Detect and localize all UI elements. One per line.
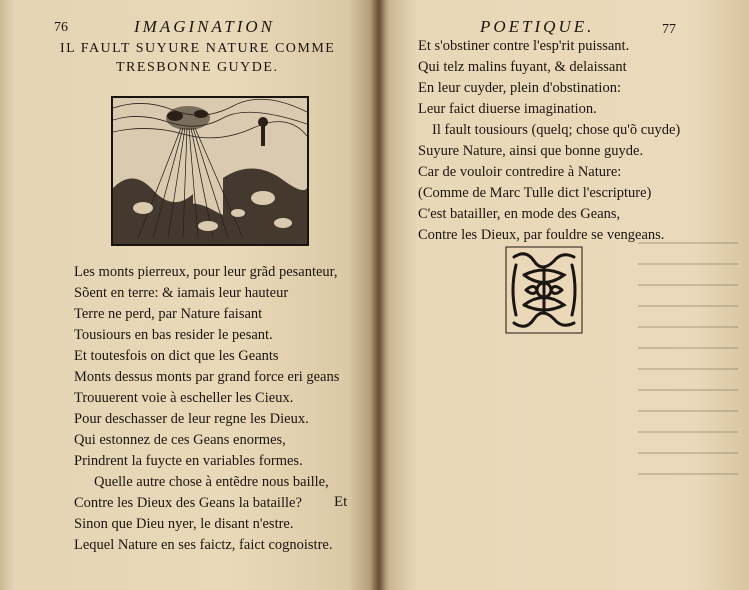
verse-line: Qui telz malins fuyant, & delaissant (418, 59, 627, 75)
verse-line: (Comme de Marc Tulle dict l'escripture) (418, 185, 652, 201)
caption-line-1: IL FAULT SUYURE NATURE COMME (60, 41, 336, 56)
fleuron-ornament (504, 245, 584, 335)
verse-line: Et toutesfois on dict que les Geants (74, 348, 279, 364)
verse-line: Sõent en terre: & iamais leur hauteur (74, 285, 289, 301)
verse-line: Il fault tousiours (quelq; chose qu'õ cuyde) (432, 122, 681, 138)
verse-line: Sinon que Dieu nyer, le disant n'estre. (74, 516, 294, 532)
verse-line: Pour deschasser de leur regne les Dieux. (74, 411, 309, 427)
verse-line: Les monts pierreux, pour leur grãd pesanteur, (74, 264, 338, 280)
verse-line: Contre les Dieux, par fouldre se vengeans. (418, 227, 665, 243)
left-running-head: IMAGINATION (134, 17, 275, 36)
left-verse-block (74, 262, 364, 556)
verse-line: Lequel Nature en ses faictz, faict cognoistre. (74, 537, 333, 553)
verse-line: Et s'obstiner contre l'esp'rit puissant. (418, 38, 630, 54)
right-verse-block (418, 36, 718, 246)
verse-line: Suyure Nature, ainsi que bonne guyde. (418, 143, 644, 159)
verse-line: Trouuerent voie à escheller les Cieux. (74, 390, 294, 406)
verse-line: Leur faict diuerse imagination. (418, 101, 597, 117)
ornament-icon (504, 245, 584, 335)
verse-line: Car de vouloir contredire à Nature: (418, 164, 622, 180)
woodcut-illustration (111, 96, 309, 246)
verse-line: C'est batailler, en mode des Geans, (418, 206, 621, 222)
verse-line: Contre les Dieux des Geans la bataille? (74, 495, 302, 511)
verse-line: Qui estonnez de ces Geans enormes, (74, 432, 286, 448)
verse-line: En leur cuyder, plein d'obstination: (418, 80, 621, 96)
book-gutter (370, 0, 386, 590)
verse-line: Quelle autre chose à entẽdre nous baille, (94, 474, 329, 490)
verse-line: Prindrent la fuycte en variables formes. (74, 453, 303, 469)
caption-line-2: TRESBONNE GUYDE. (116, 60, 279, 75)
right-page-number: 77 (662, 22, 676, 37)
verse-line: Terre ne perd, par Nature faisant (74, 306, 263, 322)
catchword: Et (334, 494, 348, 510)
right-running-head: POETIQUE. (480, 17, 595, 36)
show-through-text (638, 230, 738, 490)
left-page-number: 76 (54, 20, 68, 35)
woodcut-image (113, 98, 307, 244)
verse-line: Monts dessus monts par grand force eri geans (74, 369, 340, 385)
verse-line: Tousiours en bas resider le pesant. (74, 327, 273, 343)
